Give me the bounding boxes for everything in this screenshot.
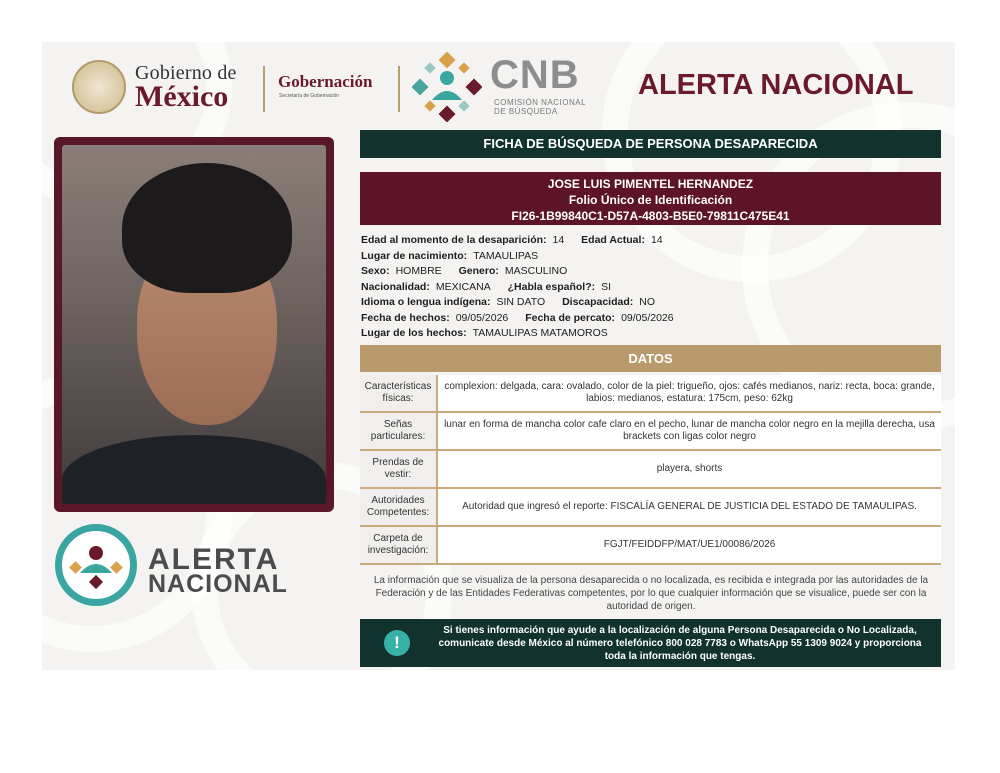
table-row — [360, 451, 941, 489]
fecha-percato-label: Fecha de percato: — [525, 311, 616, 324]
gobernacion-logo: Gobernación — [278, 72, 373, 91]
alerta-logo-icon — [55, 524, 137, 606]
habla-label: ¿Habla español?: — [507, 280, 596, 293]
nacionalidad-label: Nacionalidad: — [361, 280, 430, 293]
discapacidad-value: NO — [639, 296, 656, 308]
datos-title-bar: DATOS — [360, 345, 941, 372]
alerta-nacional-heading: ALERTA NACIONAL — [638, 69, 914, 101]
edad-actual-value: 14 — [650, 234, 663, 246]
prendas-label: Prendas de vestir: — [360, 451, 438, 487]
fecha-hechos-value: 09/05/2026 — [455, 311, 509, 324]
gobernacion-sub: Secretaría de Gobernación — [279, 93, 340, 99]
discapacidad-label: Discapacidad: — [562, 296, 634, 308]
nacionalidad-value: MEXICANA — [435, 280, 491, 293]
table-row — [360, 489, 941, 527]
contact-text: Si tienes información que ayude a la localización de alguna Persona Desaparecida o No Localizada, comunicate desde México al número telefónico 800 028 7783 o WhatsApp 55 1309 9024 y proporciona toda la información que tengas. — [438, 624, 922, 662]
header-divider — [263, 66, 265, 112]
header-divider — [398, 66, 400, 112]
disclaimer-text: La información que se visualiza de la persona desaparecida o no localizada, es recibida e integrada por las autoridades de la Federación y de las Entidades Federativas competentes, por lo que cualquier información que se visualice, puede ser con la autoridad de origen. — [373, 575, 929, 612]
info-row — [361, 264, 941, 280]
person-photo-frame — [54, 137, 334, 512]
idioma-value: SIN DATO — [496, 296, 546, 308]
edad-desap-value: 14 — [552, 234, 565, 246]
exclamation-icon: ! — [384, 630, 410, 656]
prendas-value: playera, shorts — [656, 462, 723, 474]
lugar-hechos-value: TAMAULIPAS MATAMOROS — [472, 327, 608, 339]
habla-value: SI — [601, 280, 612, 293]
info-row — [361, 249, 941, 265]
idioma-label: Idioma o lengua indígena: — [361, 296, 491, 308]
alerta-logo-line2: NACIONAL — [148, 570, 288, 598]
senas-label: Señas particulares: — [360, 413, 438, 449]
fecha-percato-value: 09/05/2026 — [621, 311, 674, 324]
lugar-hechos-label: Lugar de los hechos: — [361, 327, 467, 339]
info-row — [361, 295, 941, 311]
contact-bar — [360, 619, 941, 667]
person-info-block — [361, 233, 941, 342]
info-row — [361, 233, 941, 249]
caracteristicas-value: complexion: delgada, cara: ovalado, color de la piel: trigueño, ojos: cafés medianos, nariz: recta, boca: grande, labios: medianos, estatura: 175cm, peso: 62kg — [444, 380, 935, 404]
person-name: JOSE LUIS PIMENTEL HERNANDEZ — [547, 177, 754, 191]
folio-value: FI26-1B99840C1-D57A-4803-B5E0-79811C475E41 — [511, 209, 790, 223]
person-name-bar — [360, 172, 941, 225]
fecha-hechos-label: Fecha de hechos: — [361, 311, 450, 324]
folio-label: Folio Único de Identificación — [568, 193, 733, 207]
ficha-title-bar: FICHA DE BÚSQUEDA DE PERSONA DESAPARECIDA — [360, 130, 941, 158]
genero-value: MASCULINO — [504, 265, 568, 277]
info-row — [361, 280, 941, 296]
sexo-label: Sexo: — [361, 265, 390, 277]
table-row — [360, 527, 941, 565]
datos-table — [360, 375, 941, 565]
sexo-value: HOMBRE — [395, 265, 442, 277]
autoridades-label: Autoridades Competentes: — [360, 489, 438, 525]
edad-desap-label: Edad al momento de la desaparición: — [361, 234, 547, 246]
alerta-logo-symbol-icon — [62, 531, 130, 599]
senas-value: lunar en forma de mancha color cafe claro en el pecho, lunar de mancha color negro en la mejilla derecha, usa brackets con ligas color negro — [444, 418, 935, 442]
person-photo — [62, 145, 326, 504]
carpeta-label: Carpeta de investigación: — [360, 527, 438, 563]
autoridades-value: Autoridad que ingresó el reporte: FISCALÍA GENERAL DE JUSTICIA DEL ESTADO DE TAMAULIPAS. — [462, 500, 917, 512]
lugar-nac-label: Lugar de nacimiento: — [361, 249, 468, 262]
cnb-subtitle-line1: COMISIÓN NACIONAL — [494, 98, 587, 107]
alerta-logo-line1: ALERTA — [148, 543, 280, 576]
caracteristicas-label: Características físicas: — [360, 375, 438, 411]
cnb-title: CNB — [490, 53, 580, 97]
edad-actual-label: Edad Actual: — [581, 234, 645, 246]
genero-label: Genero: — [458, 265, 499, 277]
table-row — [360, 413, 941, 451]
cnb-subtitle-line2: DE BÚSQUEDA — [494, 107, 558, 116]
photo-hair — [122, 163, 292, 293]
gobierno-de-label: Gobierno de — [135, 62, 237, 84]
mexico-label: México — [135, 80, 229, 113]
info-row — [361, 311, 941, 327]
table-row — [360, 375, 941, 413]
cnb-logo-icon — [412, 52, 482, 122]
info-row — [361, 326, 941, 342]
cnb-subtitle — [494, 98, 586, 116]
lugar-nac-value: TAMAULIPAS — [473, 249, 539, 262]
photo-shirt — [62, 435, 326, 504]
carpeta-value: FGJT/FEIDDFP/MAT/UE1/00086/2026 — [603, 538, 776, 550]
mexico-seal-icon — [72, 60, 126, 114]
